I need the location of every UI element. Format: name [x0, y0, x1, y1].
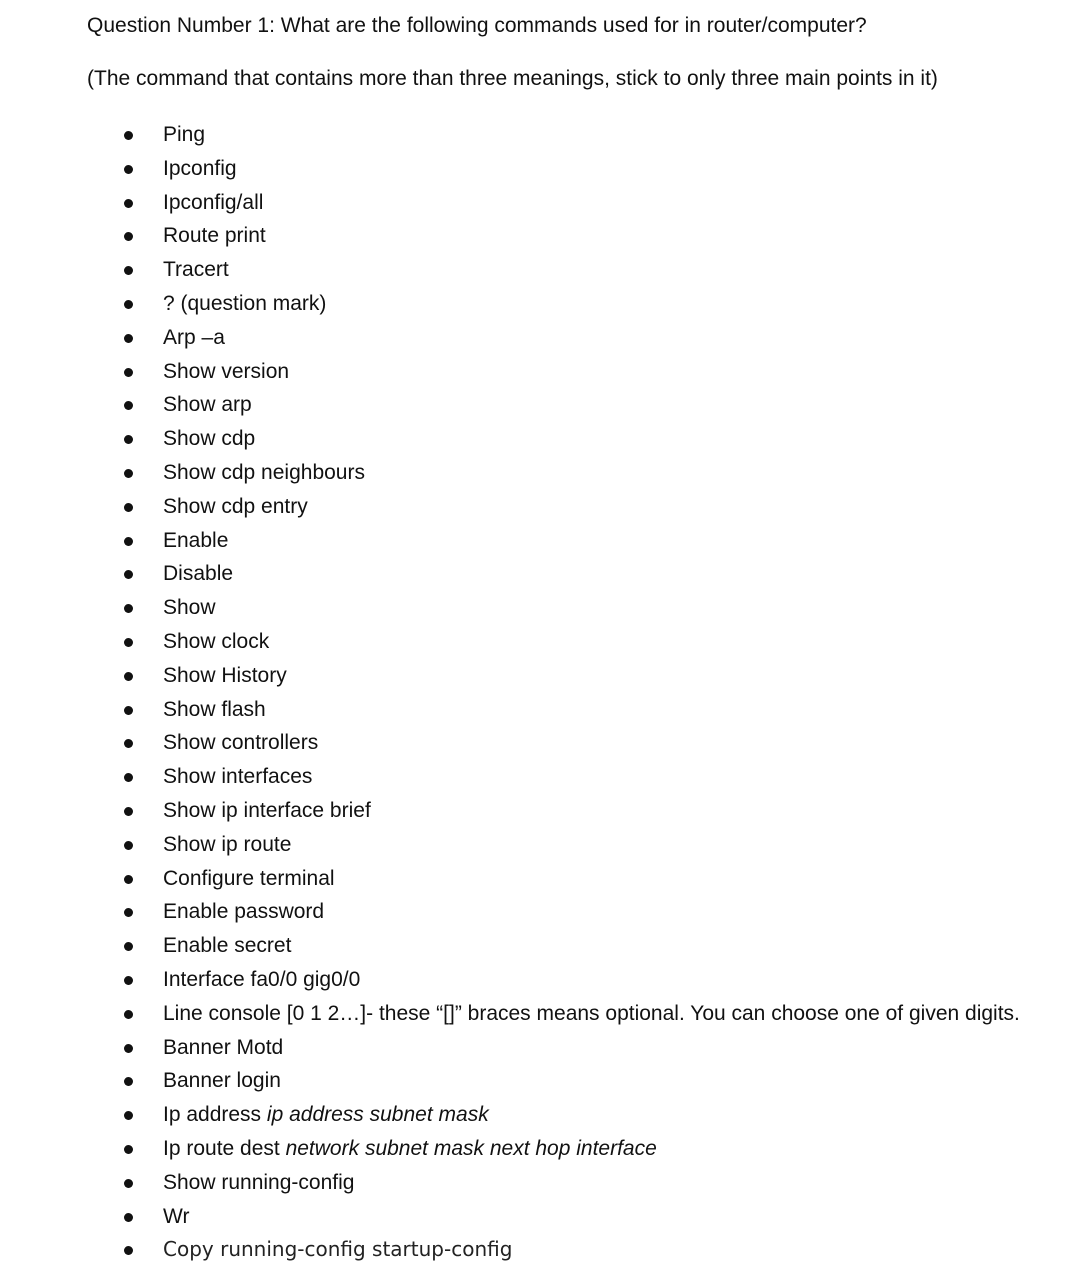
bullet-icon — [124, 942, 133, 951]
bullet-icon — [124, 1010, 133, 1019]
command-text: Ipconfig/all — [163, 190, 264, 214]
bullet-icon — [124, 165, 133, 174]
bullet-icon — [124, 908, 133, 917]
bullet-icon — [124, 199, 133, 208]
command-text: Show version — [163, 359, 290, 383]
command-text: Show cdp — [163, 427, 256, 451]
bullet-icon — [124, 1111, 133, 1120]
command-argument: network subnet mask next hop interface — [285, 1136, 657, 1160]
command-text: Banner Motd — [163, 1035, 284, 1059]
bullet-icon — [124, 739, 133, 748]
command-text: Show cdp entry — [163, 494, 308, 518]
command-text: Show arp — [163, 393, 252, 417]
bullet-icon — [124, 706, 133, 715]
bullet-icon — [124, 976, 133, 985]
command-text: Show clock — [163, 629, 270, 653]
bullet-icon — [124, 435, 133, 444]
command-argument: ip address subnet mask — [266, 1103, 489, 1127]
command-text: Disable — [163, 562, 234, 586]
command-text: ? (question mark) — [163, 291, 327, 315]
bullet-icon — [124, 773, 133, 782]
bullet-icon — [124, 537, 133, 546]
command-text: Show controllers — [163, 731, 319, 755]
command-text: Show ip route — [163, 832, 292, 856]
question-note: (The command that contains more than three meanings, stick to only three main points in it) — [87, 67, 938, 90]
bullet-icon — [124, 570, 133, 579]
bullet-icon — [124, 300, 133, 309]
bullet-icon — [124, 1044, 133, 1053]
command-text: Show interfaces — [163, 765, 313, 789]
command-text: Ipconfig — [163, 156, 237, 180]
bullet-icon — [124, 368, 133, 377]
bullet-icon — [124, 266, 133, 275]
command-text: Ip address ip address subnet mask — [163, 1103, 489, 1127]
bullet-icon — [124, 638, 133, 647]
command-text: Ip route dest network subnet mask next hop interface — [163, 1136, 657, 1160]
command-text: Route print — [163, 224, 266, 248]
command-text: Ping — [163, 123, 206, 146]
bullet-icon — [124, 1246, 133, 1255]
command-text: Banner login — [163, 1069, 281, 1093]
command-text: Copy running-config startup-config — [163, 1237, 513, 1262]
question-title: Question Number 1: What are the following commands used for in router/computer? — [87, 14, 867, 37]
command-text: Show History — [163, 663, 287, 687]
bullet-icon — [124, 131, 133, 140]
command-text: Show cdp neighbours — [163, 460, 365, 484]
command-text: Enable — [163, 528, 229, 552]
bullet-icon — [124, 604, 133, 613]
command-text: Arp –a — [163, 325, 225, 349]
command-text: Wr — [163, 1204, 190, 1228]
command-text: Tracert — [163, 258, 229, 282]
bullet-icon — [124, 1145, 133, 1154]
bullet-icon — [124, 401, 133, 410]
command-text: Enable secret — [163, 934, 292, 958]
command-text: Enable password — [163, 900, 325, 924]
bullet-icon — [124, 1213, 133, 1222]
bullet-icon — [124, 232, 133, 241]
command-text: Show flash — [163, 697, 266, 721]
command-text: Interface fa0/0 gig0/0 — [163, 967, 361, 991]
bullet-icon — [124, 469, 133, 478]
bullet-icon — [124, 334, 133, 343]
command-text: Show running-config — [163, 1170, 355, 1194]
bullet-icon — [124, 841, 133, 850]
command-text: Show ip interface brief — [163, 798, 371, 822]
bullet-icon — [124, 672, 133, 681]
command-text: Show — [163, 596, 216, 620]
bullet-icon — [124, 807, 133, 816]
bullet-icon — [124, 503, 133, 512]
command-text: Configure terminal — [163, 866, 335, 890]
bullet-icon — [124, 875, 133, 884]
bullet-icon — [124, 1179, 133, 1188]
bullet-icon — [124, 1077, 133, 1086]
command-text: Line console [0 1 2…]- these “[]” braces means optional. You can choose one of given digits. — [163, 1001, 1020, 1025]
